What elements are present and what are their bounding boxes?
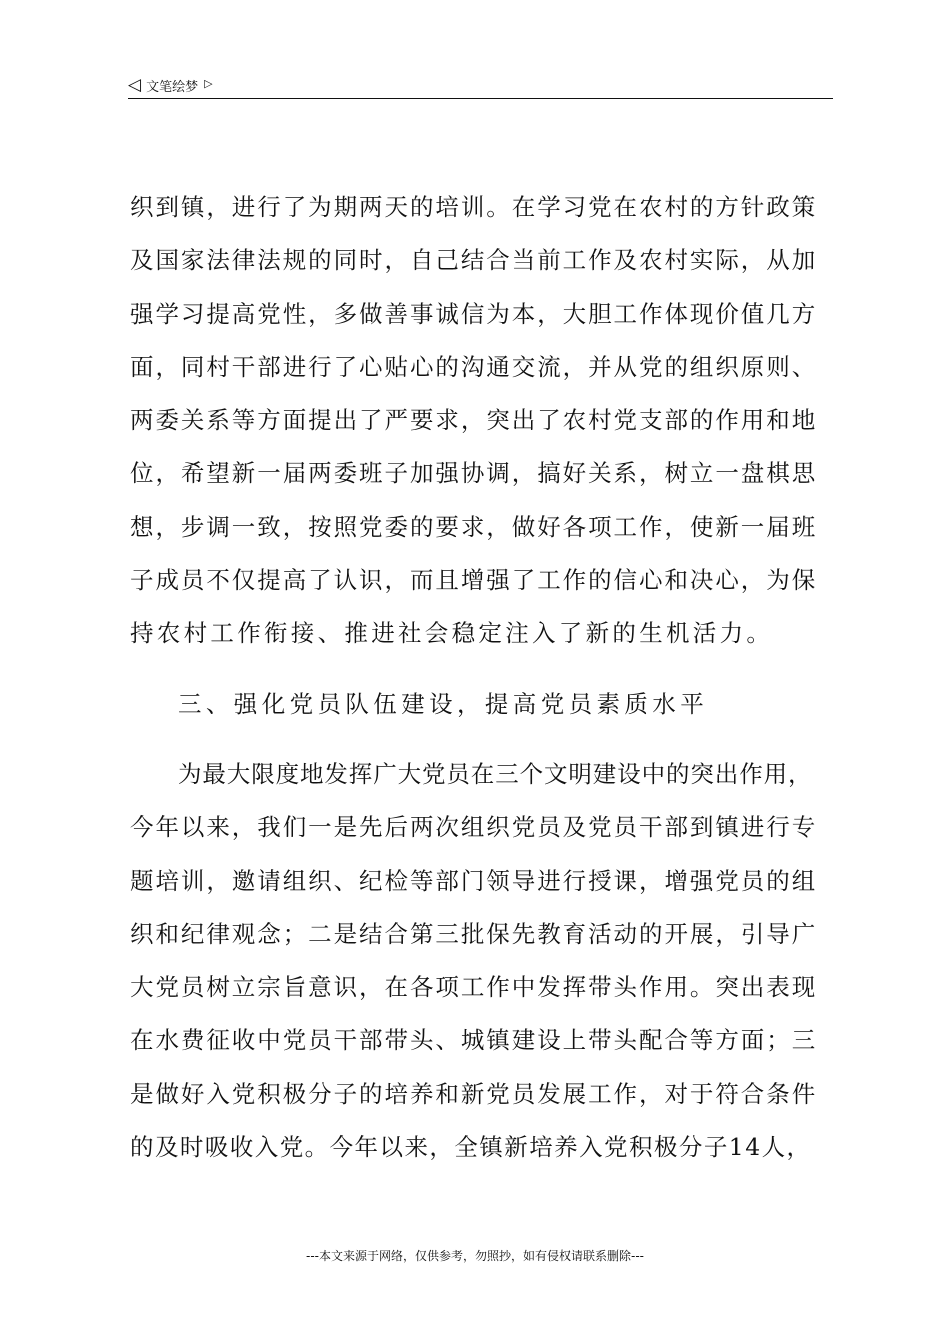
text-line: 及国家法律法规的同时，自己结合当前工作及农村实际，从加 <box>130 246 818 275</box>
text-line: 位，希望新一届两委班子加强协调，搞好关系，树立一盘棋思 <box>130 459 818 488</box>
text-line: 两委关系等方面提出了严要求，突出了农村党支部的作用和地 <box>130 406 818 435</box>
document-header <box>128 74 833 96</box>
triangle-left-icon: ◁ <box>128 74 142 95</box>
text-line: 大党员树立宗旨意识，在各项工作中发挥带头作用。突出表现 <box>130 973 818 1002</box>
triangle-right-icon: ▷ <box>204 76 213 90</box>
text-line: 的及时吸收入党。今年以来，全镇新培养入党积极分子14人， <box>130 1133 812 1162</box>
text-line: 在水费征收中党员干部带头、城镇建设上带头配合等方面；三 <box>130 1026 818 1055</box>
header-title: 文笔绘梦 <box>146 79 199 95</box>
text-line: 想，步调一致，按照党委的要求，做好各项工作，使新一届班 <box>130 512 818 541</box>
text-line: 今年以来，我们一是先后两次组织党员及党员干部到镇进行专 <box>130 813 818 842</box>
footer-notice: ---本文来源于网络，仅供参考，勿照抄，如有侵权请联系删除--- <box>306 1249 644 1263</box>
document-body <box>130 181 818 1174</box>
text-line: 是做好入党积极分子的培养和新党员发展工作，对于符合条件 <box>130 1079 818 1108</box>
text-line: 持农村工作衔接、推进社会稳定注入了新的生机活力。 <box>130 619 774 648</box>
header-divider <box>128 98 833 99</box>
text-line: 子成员不仅提高了认识，而且增强了工作的信心和决心，为保 <box>130 566 818 595</box>
text-line: 为最大限度地发挥广大党员在三个文明建设中的突出作用， <box>178 759 813 788</box>
text-line: 面，同村干部进行了心贴心的沟通交流，并从党的组织原则、 <box>130 352 818 381</box>
text-line: 强学习提高党性，多做善事诚信为本，大胆工作体现价值几方 <box>130 299 818 328</box>
text-line: 题培训，邀请组织、纪检等部门领导进行授课，增强党员的组 <box>130 866 818 895</box>
text-line: 织到镇，进行了为期两天的培训。在学习党在农村的方针政策 <box>130 193 818 221</box>
text-line: 织和纪律观念；二是结合第三批保先教育活动的开展，引导广 <box>130 919 818 948</box>
section-heading: 三、强化党员队伍建设，提高党员素质水平 <box>178 689 709 718</box>
